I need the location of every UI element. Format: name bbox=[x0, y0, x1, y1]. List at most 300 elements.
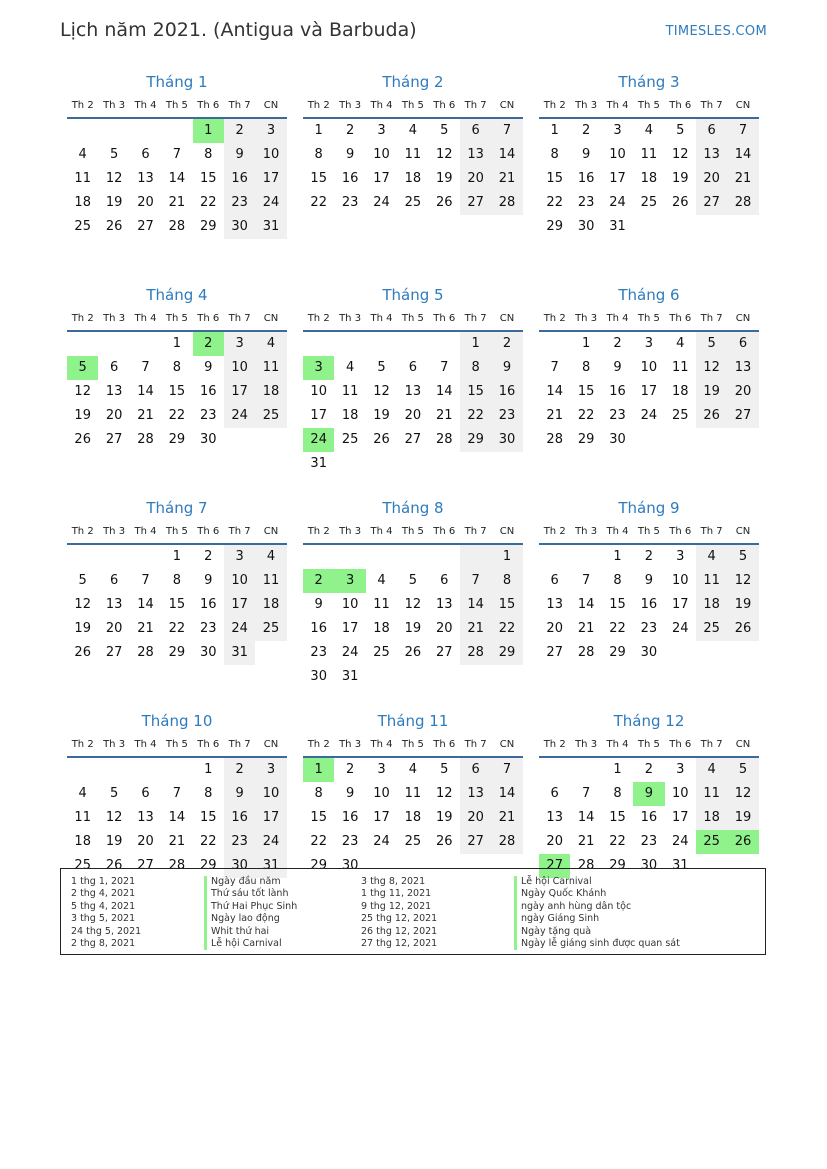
day-cell: 29 bbox=[460, 428, 491, 452]
day-cell: 21 bbox=[491, 806, 522, 830]
day-cell: 29 bbox=[310, 858, 327, 873]
weekday-header: CN bbox=[491, 733, 522, 758]
day-cell: 11 bbox=[255, 356, 286, 380]
day-cell: 14 bbox=[577, 597, 595, 612]
day-cell: 15 bbox=[199, 810, 217, 825]
day-cell: 28 bbox=[137, 432, 154, 447]
day-cell: 13 bbox=[696, 143, 727, 167]
day-cell: 4 bbox=[78, 786, 87, 801]
legend-dates-left bbox=[71, 876, 141, 950]
day-cell: 19 bbox=[105, 834, 123, 849]
day-cell: 7 bbox=[172, 786, 181, 801]
day-cell: 17 bbox=[373, 171, 390, 186]
day-cell: 14 bbox=[491, 143, 522, 167]
day-cell: 12 bbox=[404, 597, 422, 612]
day-cell: 4 bbox=[676, 336, 685, 351]
day-cell: 21 bbox=[546, 408, 563, 423]
weekday-header: Th 2 bbox=[303, 94, 334, 119]
day-cell: 15 bbox=[460, 380, 491, 404]
day-cell: 1 bbox=[581, 336, 591, 351]
day-cell: 28 bbox=[727, 191, 758, 215]
day-cell: 13 bbox=[435, 597, 453, 612]
weekday-header: Th 2 bbox=[67, 733, 98, 758]
day-cell: 7 bbox=[460, 569, 491, 593]
weekday-header: Th 5 bbox=[161, 94, 192, 119]
weekday-header: Th 2 bbox=[303, 520, 334, 545]
weekday-header: Th 3 bbox=[334, 733, 365, 758]
day-cell: 17 bbox=[255, 806, 286, 830]
day-cell: 16 bbox=[577, 171, 595, 186]
day-cell: 27 bbox=[696, 191, 727, 215]
day-cell: 3 bbox=[224, 545, 255, 569]
weekday-header: Th 2 bbox=[303, 307, 334, 332]
empty-day-cell bbox=[130, 545, 161, 569]
day-cell: 27 bbox=[404, 432, 422, 447]
weekday-header: Th 4 bbox=[130, 307, 161, 332]
weekday-header: CN bbox=[491, 94, 522, 119]
weekday-header: CN bbox=[727, 307, 758, 332]
day-cell: 24 bbox=[224, 404, 255, 428]
day-cell: 5 bbox=[727, 758, 758, 782]
day-cell: 16 bbox=[224, 806, 255, 830]
weekday-header: Th 7 bbox=[460, 94, 491, 119]
day-cell: 6 bbox=[550, 573, 559, 588]
day-cell: 29 bbox=[199, 219, 217, 234]
month-title: Tháng 4 bbox=[146, 286, 208, 304]
day-cell: 17 bbox=[341, 621, 359, 636]
weekday-header: Th 6 bbox=[429, 520, 460, 545]
day-cell: 26 bbox=[727, 617, 758, 641]
day-cell: 15 bbox=[199, 171, 217, 186]
empty-day-cell bbox=[130, 332, 161, 356]
legend-holiday-name: Thứ sáu tốt lành bbox=[204, 888, 297, 900]
day-cell: 19 bbox=[727, 593, 758, 617]
day-cell: 18 bbox=[255, 380, 286, 404]
day-cell: 19 bbox=[696, 380, 727, 404]
weekday-header: Th 6 bbox=[665, 307, 696, 332]
empty-day-cell bbox=[366, 332, 397, 356]
day-cell: 7 bbox=[581, 786, 591, 801]
day-cell: 9 bbox=[204, 573, 213, 588]
day-cell: 14 bbox=[168, 810, 186, 825]
day-cell: 26 bbox=[105, 858, 123, 873]
day-cell: 29 bbox=[546, 219, 563, 234]
day-cell: 27 bbox=[105, 432, 123, 447]
day-cell: 12 bbox=[435, 786, 453, 801]
month-grid bbox=[67, 307, 287, 452]
month-title: Tháng 2 bbox=[382, 73, 444, 91]
day-cell: 16 bbox=[199, 597, 217, 612]
weekday-header: Th 7 bbox=[696, 94, 727, 119]
day-cell: 22 bbox=[199, 195, 217, 210]
day-cell: 7 bbox=[581, 573, 591, 588]
weekday-header: Th 6 bbox=[429, 307, 460, 332]
empty-day-cell bbox=[303, 545, 334, 569]
weekday-header: Th 3 bbox=[98, 520, 129, 545]
weekday-header: Th 7 bbox=[696, 520, 727, 545]
day-cell: 26 bbox=[435, 195, 453, 210]
day-cell: 4 bbox=[255, 545, 286, 569]
weekday-header: Th 5 bbox=[633, 733, 664, 758]
day-cell: 9 bbox=[581, 147, 591, 162]
weekday-header: Th 2 bbox=[539, 520, 570, 545]
day-cell: 26 bbox=[74, 432, 91, 447]
month-title: Tháng 11 bbox=[377, 712, 449, 730]
day-cell: 4 bbox=[345, 360, 355, 375]
weekday-header: Th 4 bbox=[602, 520, 633, 545]
day-cell: 10 bbox=[373, 786, 390, 801]
day-cell: 28 bbox=[460, 641, 491, 665]
day-cell: 30 bbox=[199, 645, 217, 660]
day-cell: 22 bbox=[168, 408, 186, 423]
day-cell: 3 bbox=[255, 758, 286, 782]
day-cell: 3 bbox=[676, 549, 685, 564]
day-cell: 4 bbox=[408, 762, 417, 777]
day-cell: 10 bbox=[671, 573, 689, 588]
day-cell: 23 bbox=[310, 645, 327, 660]
day-cell: 2 bbox=[581, 123, 591, 138]
month-grid bbox=[539, 733, 759, 878]
day-cell: 23 bbox=[224, 830, 255, 854]
weekday-header: Th 4 bbox=[130, 733, 161, 758]
weekday-header: Th 6 bbox=[665, 733, 696, 758]
month-grid bbox=[303, 520, 523, 689]
day-cell: 3 bbox=[224, 332, 255, 356]
legend-holiday-name: Ngày Quốc Khánh bbox=[514, 888, 680, 900]
day-cell: 25 bbox=[74, 858, 91, 873]
empty-day-cell bbox=[98, 758, 129, 782]
weekday-header: Th 5 bbox=[397, 307, 428, 332]
day-cell: 24 bbox=[671, 834, 689, 849]
weekday-header: Th 2 bbox=[539, 94, 570, 119]
empty-day-cell bbox=[397, 332, 428, 356]
month-grid bbox=[303, 733, 523, 878]
day-cell: 22 bbox=[577, 408, 595, 423]
day-cell: 28 bbox=[491, 830, 522, 854]
day-cell: 11 bbox=[696, 782, 727, 806]
weekday-header: Th 4 bbox=[602, 307, 633, 332]
day-cell: 17 bbox=[310, 408, 327, 423]
weekday-header: Th 3 bbox=[98, 307, 129, 332]
day-cell: 24 bbox=[224, 617, 255, 641]
day-cell: 22 bbox=[310, 834, 327, 849]
day-cell: 8 bbox=[460, 356, 491, 380]
weekday-header: Th 6 bbox=[193, 520, 224, 545]
day-cell: 14 bbox=[727, 143, 758, 167]
legend-holiday-name: Ngày lễ giáng sinh được quan sát bbox=[514, 938, 680, 950]
day-cell: 30 bbox=[609, 432, 626, 447]
day-cell: 24 bbox=[671, 621, 689, 636]
day-cell: 2 bbox=[204, 549, 213, 564]
day-cell: 19 bbox=[74, 621, 91, 636]
day-cell: 15 bbox=[609, 597, 626, 612]
legend-holiday-date: 2 thg 4, 2021 bbox=[71, 888, 136, 900]
weekday-header: Th 7 bbox=[224, 94, 255, 119]
legend-names-right bbox=[514, 876, 680, 950]
legend-holiday-name: Ngày lao động bbox=[204, 913, 297, 925]
empty-day-cell bbox=[397, 545, 428, 569]
day-cell: 11 bbox=[341, 384, 359, 399]
legend-holiday-name: Thứ Hai Phục Sinh bbox=[204, 901, 297, 913]
day-cell: 1 bbox=[204, 762, 213, 777]
day-cell: 14 bbox=[137, 384, 154, 399]
day-cell: 31 bbox=[224, 641, 255, 665]
day-cell: 18 bbox=[696, 593, 727, 617]
day-cell: 28 bbox=[577, 645, 595, 660]
day-cell: 12 bbox=[696, 356, 727, 380]
day-cell: 19 bbox=[435, 810, 453, 825]
day-cell: 14 bbox=[460, 593, 491, 617]
month-grid bbox=[539, 307, 759, 452]
holiday-day-cell: 27 bbox=[539, 854, 570, 878]
weekday-header: CN bbox=[727, 94, 758, 119]
day-cell: 21 bbox=[137, 621, 154, 636]
day-cell: 4 bbox=[78, 147, 87, 162]
day-cell: 30 bbox=[640, 858, 658, 873]
day-cell: 28 bbox=[546, 432, 563, 447]
legend-holiday-name: Whit thứ hai bbox=[204, 926, 297, 938]
day-cell: 8 bbox=[204, 147, 213, 162]
day-cell: 9 bbox=[204, 360, 213, 375]
day-cell: 27 bbox=[435, 645, 453, 660]
day-cell: 6 bbox=[141, 147, 150, 162]
day-cell: 3 bbox=[377, 762, 386, 777]
weekday-header: Th 7 bbox=[460, 733, 491, 758]
weekday-header: Th 5 bbox=[161, 733, 192, 758]
weekday-header: Th 3 bbox=[98, 733, 129, 758]
day-cell: 27 bbox=[105, 645, 123, 660]
day-cell: 29 bbox=[168, 432, 186, 447]
holiday-day-cell: 1 bbox=[303, 758, 334, 782]
day-cell: 19 bbox=[727, 806, 758, 830]
day-cell: 18 bbox=[640, 171, 658, 186]
day-cell: 26 bbox=[696, 404, 727, 428]
day-cell: 7 bbox=[440, 360, 449, 375]
day-cell: 25 bbox=[404, 195, 422, 210]
day-cell: 13 bbox=[137, 810, 154, 825]
day-cell: 9 bbox=[314, 597, 323, 612]
day-cell: 22 bbox=[546, 195, 563, 210]
day-cell: 23 bbox=[491, 404, 522, 428]
day-cell: 16 bbox=[640, 810, 658, 825]
legend-holiday-name: ngày anh hùng dân tộc bbox=[514, 901, 680, 913]
day-cell: 21 bbox=[727, 167, 758, 191]
day-cell: 20 bbox=[105, 408, 123, 423]
day-cell: 9 bbox=[491, 356, 522, 380]
day-cell: 8 bbox=[172, 573, 181, 588]
legend-holiday-name: Ngày đầu năm bbox=[204, 876, 297, 888]
weekday-header: Th 5 bbox=[633, 307, 664, 332]
weekday-header: Th 5 bbox=[397, 520, 428, 545]
day-cell: 5 bbox=[408, 573, 417, 588]
weekday-header: Th 4 bbox=[366, 94, 397, 119]
weekday-header: Th 3 bbox=[334, 94, 365, 119]
day-cell: 12 bbox=[727, 782, 758, 806]
weekday-header: Th 3 bbox=[98, 94, 129, 119]
weekday-header: Th 3 bbox=[334, 307, 365, 332]
month-calendar bbox=[303, 70, 523, 283]
day-cell: 27 bbox=[460, 191, 491, 215]
empty-day-cell bbox=[130, 758, 161, 782]
day-cell: 5 bbox=[109, 786, 119, 801]
day-cell: 4 bbox=[696, 758, 727, 782]
weekday-header: Th 6 bbox=[429, 94, 460, 119]
holiday-day-cell: 24 bbox=[303, 428, 334, 452]
day-cell: 1 bbox=[613, 762, 622, 777]
day-cell: 20 bbox=[546, 621, 563, 636]
day-cell: 16 bbox=[640, 597, 658, 612]
day-cell: 20 bbox=[137, 834, 154, 849]
day-cell: 18 bbox=[404, 171, 422, 186]
holiday-day-cell: 1 bbox=[193, 119, 224, 143]
day-cell: 6 bbox=[550, 786, 559, 801]
day-cell: 19 bbox=[404, 621, 422, 636]
day-cell: 28 bbox=[168, 858, 186, 873]
day-cell: 25 bbox=[74, 219, 91, 234]
weekday-header: CN bbox=[255, 733, 286, 758]
day-cell: 4 bbox=[644, 123, 653, 138]
weekday-header: CN bbox=[727, 520, 758, 545]
day-cell: 5 bbox=[109, 147, 119, 162]
day-cell: 20 bbox=[435, 621, 453, 636]
day-cell: 25 bbox=[640, 195, 658, 210]
weekday-header: CN bbox=[255, 307, 286, 332]
day-cell: 21 bbox=[168, 195, 186, 210]
day-cell: 10 bbox=[341, 597, 359, 612]
day-cell: 10 bbox=[671, 786, 689, 801]
day-cell: 9 bbox=[224, 782, 255, 806]
day-cell: 26 bbox=[671, 195, 689, 210]
day-cell: 4 bbox=[408, 123, 417, 138]
month-grid bbox=[303, 307, 523, 476]
weekday-header: Th 4 bbox=[602, 733, 633, 758]
day-cell: 10 bbox=[373, 147, 390, 162]
day-cell: 17 bbox=[224, 380, 255, 404]
day-cell: 9 bbox=[613, 360, 622, 375]
day-cell: 21 bbox=[168, 834, 186, 849]
day-cell: 1 bbox=[172, 549, 181, 564]
day-cell: 13 bbox=[546, 597, 563, 612]
day-cell: 12 bbox=[373, 384, 390, 399]
weekday-header: Th 5 bbox=[633, 94, 664, 119]
day-cell: 29 bbox=[199, 858, 217, 873]
day-cell: 6 bbox=[460, 119, 491, 143]
day-cell: 1 bbox=[460, 332, 491, 356]
day-cell: 6 bbox=[696, 119, 727, 143]
weekday-header: Th 7 bbox=[696, 307, 727, 332]
day-cell: 16 bbox=[609, 384, 626, 399]
day-cell: 25 bbox=[255, 617, 286, 641]
day-cell: 1 bbox=[550, 123, 559, 138]
day-cell: 26 bbox=[435, 834, 453, 849]
legend-holiday-date: 27 thg 12, 2021 bbox=[361, 937, 438, 949]
empty-day-cell bbox=[429, 332, 460, 356]
day-cell: 2 bbox=[345, 762, 355, 777]
day-cell: 9 bbox=[644, 573, 653, 588]
month-grid bbox=[67, 94, 287, 239]
day-cell: 11 bbox=[74, 171, 91, 186]
holiday-day-cell: 25 bbox=[696, 830, 727, 854]
day-cell: 18 bbox=[74, 834, 91, 849]
day-cell: 23 bbox=[609, 408, 626, 423]
day-cell: 2 bbox=[613, 336, 622, 351]
empty-day-cell bbox=[539, 545, 570, 569]
holiday-day-cell: 3 bbox=[303, 356, 334, 380]
day-cell: 8 bbox=[613, 786, 622, 801]
day-cell: 6 bbox=[727, 332, 758, 356]
day-cell: 30 bbox=[341, 858, 359, 873]
day-cell: 24 bbox=[341, 645, 359, 660]
day-cell: 19 bbox=[671, 171, 689, 186]
day-cell: 23 bbox=[640, 621, 658, 636]
day-cell: 13 bbox=[727, 356, 758, 380]
day-cell: 7 bbox=[550, 360, 559, 375]
weekday-header: Th 4 bbox=[130, 94, 161, 119]
day-cell: 27 bbox=[460, 830, 491, 854]
day-cell: 20 bbox=[546, 834, 563, 849]
holiday-day-cell: 9 bbox=[633, 782, 664, 806]
day-cell: 16 bbox=[224, 167, 255, 191]
day-cell: 6 bbox=[408, 360, 417, 375]
weekday-header: Th 2 bbox=[539, 733, 570, 758]
day-cell: 31 bbox=[255, 215, 286, 239]
day-cell: 17 bbox=[255, 167, 286, 191]
day-cell: 4 bbox=[696, 545, 727, 569]
day-cell: 14 bbox=[137, 597, 154, 612]
day-cell: 3 bbox=[676, 762, 685, 777]
day-cell: 25 bbox=[404, 834, 422, 849]
day-cell: 21 bbox=[491, 167, 522, 191]
day-cell: 13 bbox=[404, 384, 422, 399]
weekday-header: Th 7 bbox=[224, 307, 255, 332]
day-cell: 23 bbox=[341, 834, 359, 849]
day-cell: 31 bbox=[609, 219, 626, 234]
day-cell: 10 bbox=[310, 384, 327, 399]
day-cell: 1 bbox=[613, 549, 622, 564]
day-cell: 24 bbox=[640, 408, 658, 423]
day-cell: 27 bbox=[727, 404, 758, 428]
day-cell: 22 bbox=[310, 195, 327, 210]
day-cell: 6 bbox=[440, 573, 449, 588]
day-cell: 25 bbox=[373, 645, 390, 660]
legend-holiday-date: 3 thg 8, 2021 bbox=[361, 876, 426, 887]
day-cell: 21 bbox=[577, 621, 595, 636]
day-cell: 4 bbox=[255, 332, 286, 356]
legend-holiday-date: 25 thg 12, 2021 bbox=[361, 913, 438, 925]
month-calendar bbox=[303, 496, 523, 709]
day-cell: 28 bbox=[168, 219, 186, 234]
weekday-header: Th 5 bbox=[161, 307, 192, 332]
holiday-day-cell: 5 bbox=[67, 356, 98, 380]
day-cell: 23 bbox=[577, 195, 595, 210]
day-cell: 29 bbox=[609, 645, 626, 660]
day-cell: 18 bbox=[255, 593, 286, 617]
empty-day-cell bbox=[460, 545, 491, 569]
weekday-header: Th 7 bbox=[224, 733, 255, 758]
month-title: Tháng 12 bbox=[613, 712, 685, 730]
holiday-day-cell: 26 bbox=[727, 830, 758, 854]
day-cell: 20 bbox=[460, 806, 491, 830]
day-cell: 18 bbox=[696, 806, 727, 830]
day-cell: 27 bbox=[137, 858, 154, 873]
site-link[interactable]: TIMESLES.COM bbox=[665, 24, 767, 39]
day-cell: 1 bbox=[314, 123, 323, 138]
day-cell: 26 bbox=[74, 645, 91, 660]
day-cell: 11 bbox=[404, 786, 422, 801]
day-cell: 11 bbox=[671, 360, 689, 375]
weekday-header: Th 2 bbox=[67, 307, 98, 332]
day-cell: 10 bbox=[640, 360, 658, 375]
